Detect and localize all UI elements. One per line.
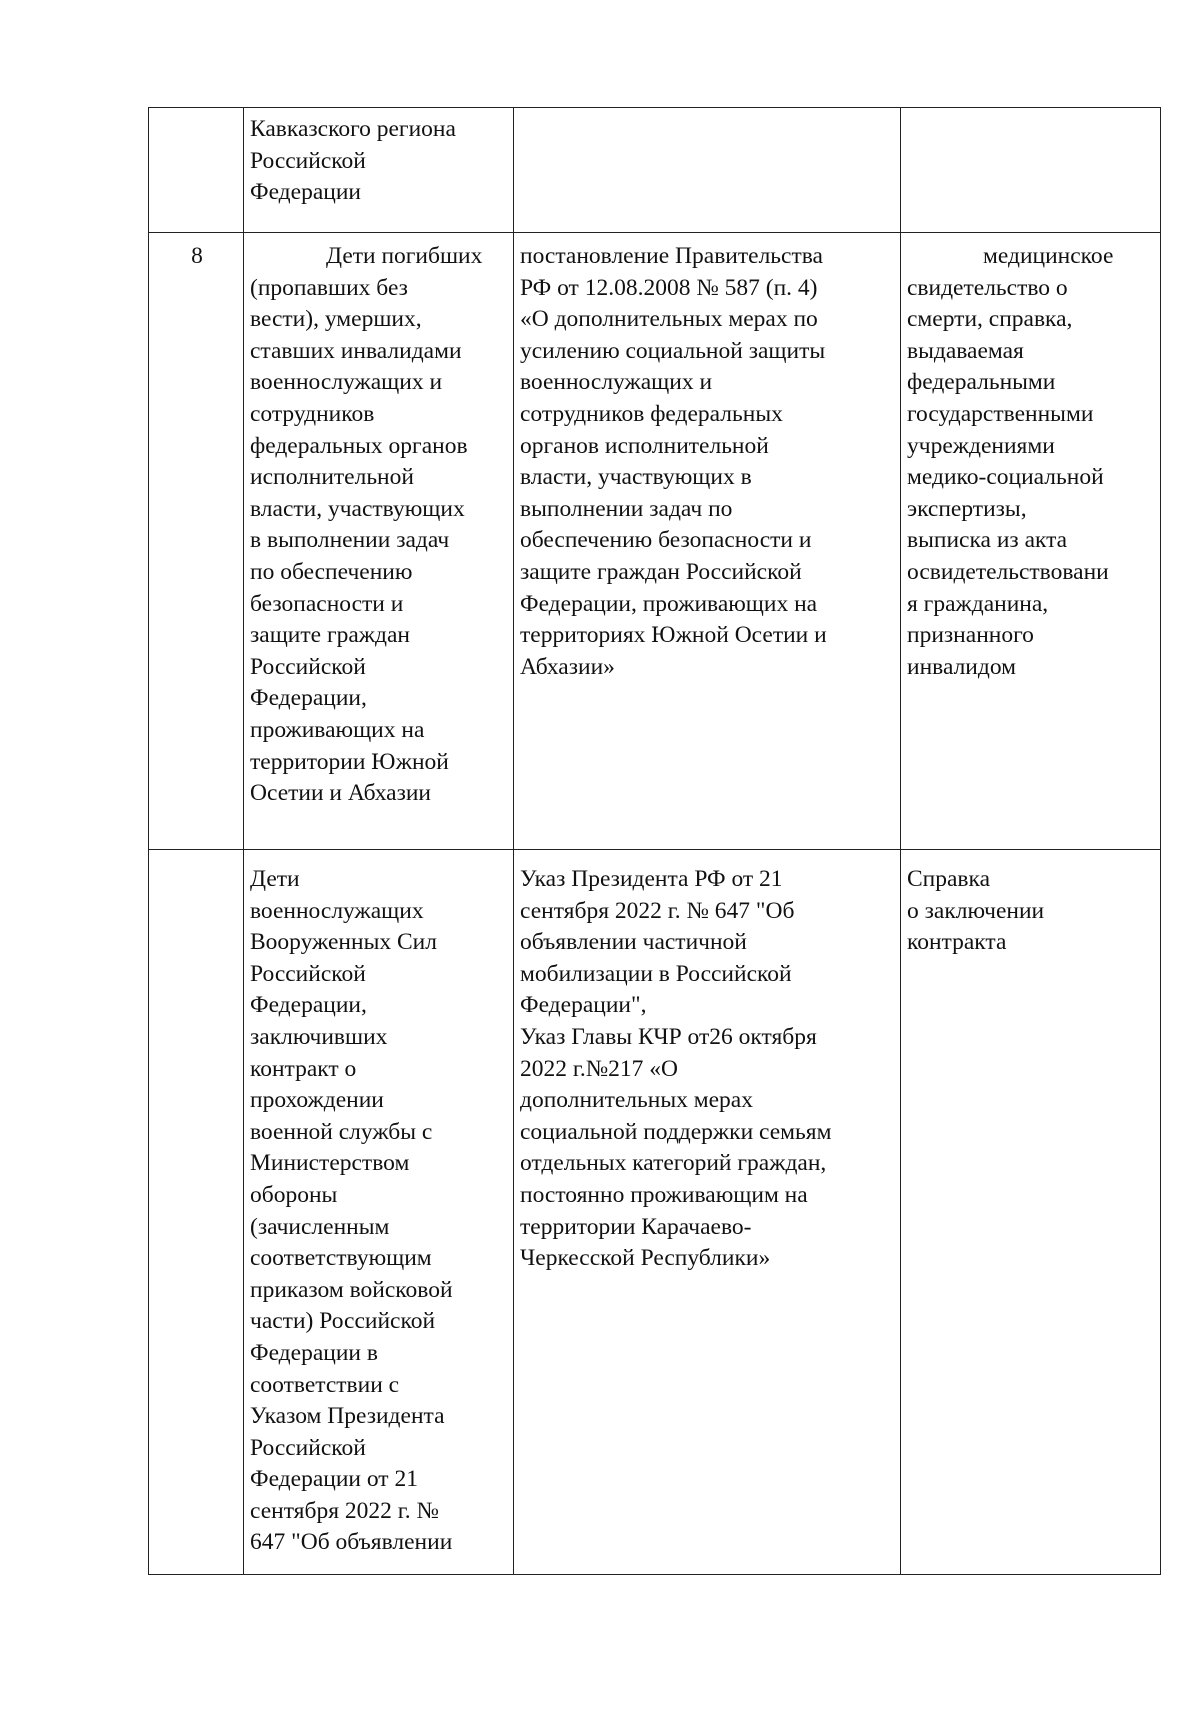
legal-basis-cell: постановление Правительства РФ от 12.08.2008 № 587 (п. 4) «О дополнительных мерах по усилению социальной защиты военнослужащих и сотрудников федеральных органов исполнительной власти, участвующих в выполнении задач по обеспечению безопасности и защите граждан Российской Федерации, проживающих на территориях Южной Осетии и Абхазии» bbox=[514, 233, 901, 850]
table-row bbox=[149, 108, 1161, 233]
row-number: 8 bbox=[149, 233, 244, 850]
category-cell bbox=[244, 233, 514, 850]
row-number bbox=[149, 108, 244, 233]
documents-cell bbox=[901, 233, 1161, 850]
category-cell: Кавказского региона Российской Федерации bbox=[244, 108, 514, 233]
category-first-line: Дети погибших bbox=[326, 243, 483, 269]
legal-basis-cell bbox=[514, 108, 901, 233]
documents-cell: Справка о заключении контракта bbox=[901, 850, 1161, 1575]
benefits-table bbox=[148, 107, 1161, 1575]
documents-cell bbox=[901, 108, 1161, 233]
category-cell: Дети военнослужащих Вооруженных Сил Российской Федерации, заключивших контракт о прохождении военной службы с Министерством обороны (зачисленным соответствующим приказом войсковой части) Российской Федерации в соответствии с Указом Президента Российской Федерации от 21 сентября 2022 г. № 647 "Об объявлении bbox=[244, 850, 514, 1575]
legal-basis-cell: Указ Президента РФ от 21 сентября 2022 г. № 647 "Об объявлении частичной мобилизации в Российской Федерации", Указ Главы КЧР от26 октября 2022 г.№217 «О дополнительных мерах социальной поддержки семьям отдельных категорий граждан, постоянно проживающим на территории Карачаево- Черкесской Республики» bbox=[514, 850, 901, 1575]
table-row bbox=[149, 233, 1161, 850]
documents-rest: свидетельство о смерти, справка, выдаваемая федеральными государственными учреждениями медико-социальной экспертизы, выписка из акта освидетельствовани я гражданина, признанного инвалидом bbox=[907, 274, 1109, 680]
row-number bbox=[149, 850, 244, 1575]
category-rest: (пропавших без вести), умерших, ставших инвалидами военнослужащих и сотрудников федеральных органов исполнительной власти, участвующих в выполнении задач по обеспечению безопасности и защите граждан Российской Федерации, проживающих на территории Южной Осетии и Абхазии bbox=[250, 274, 468, 807]
table-row bbox=[149, 850, 1161, 1575]
documents-first-line: медицинское bbox=[983, 243, 1114, 269]
